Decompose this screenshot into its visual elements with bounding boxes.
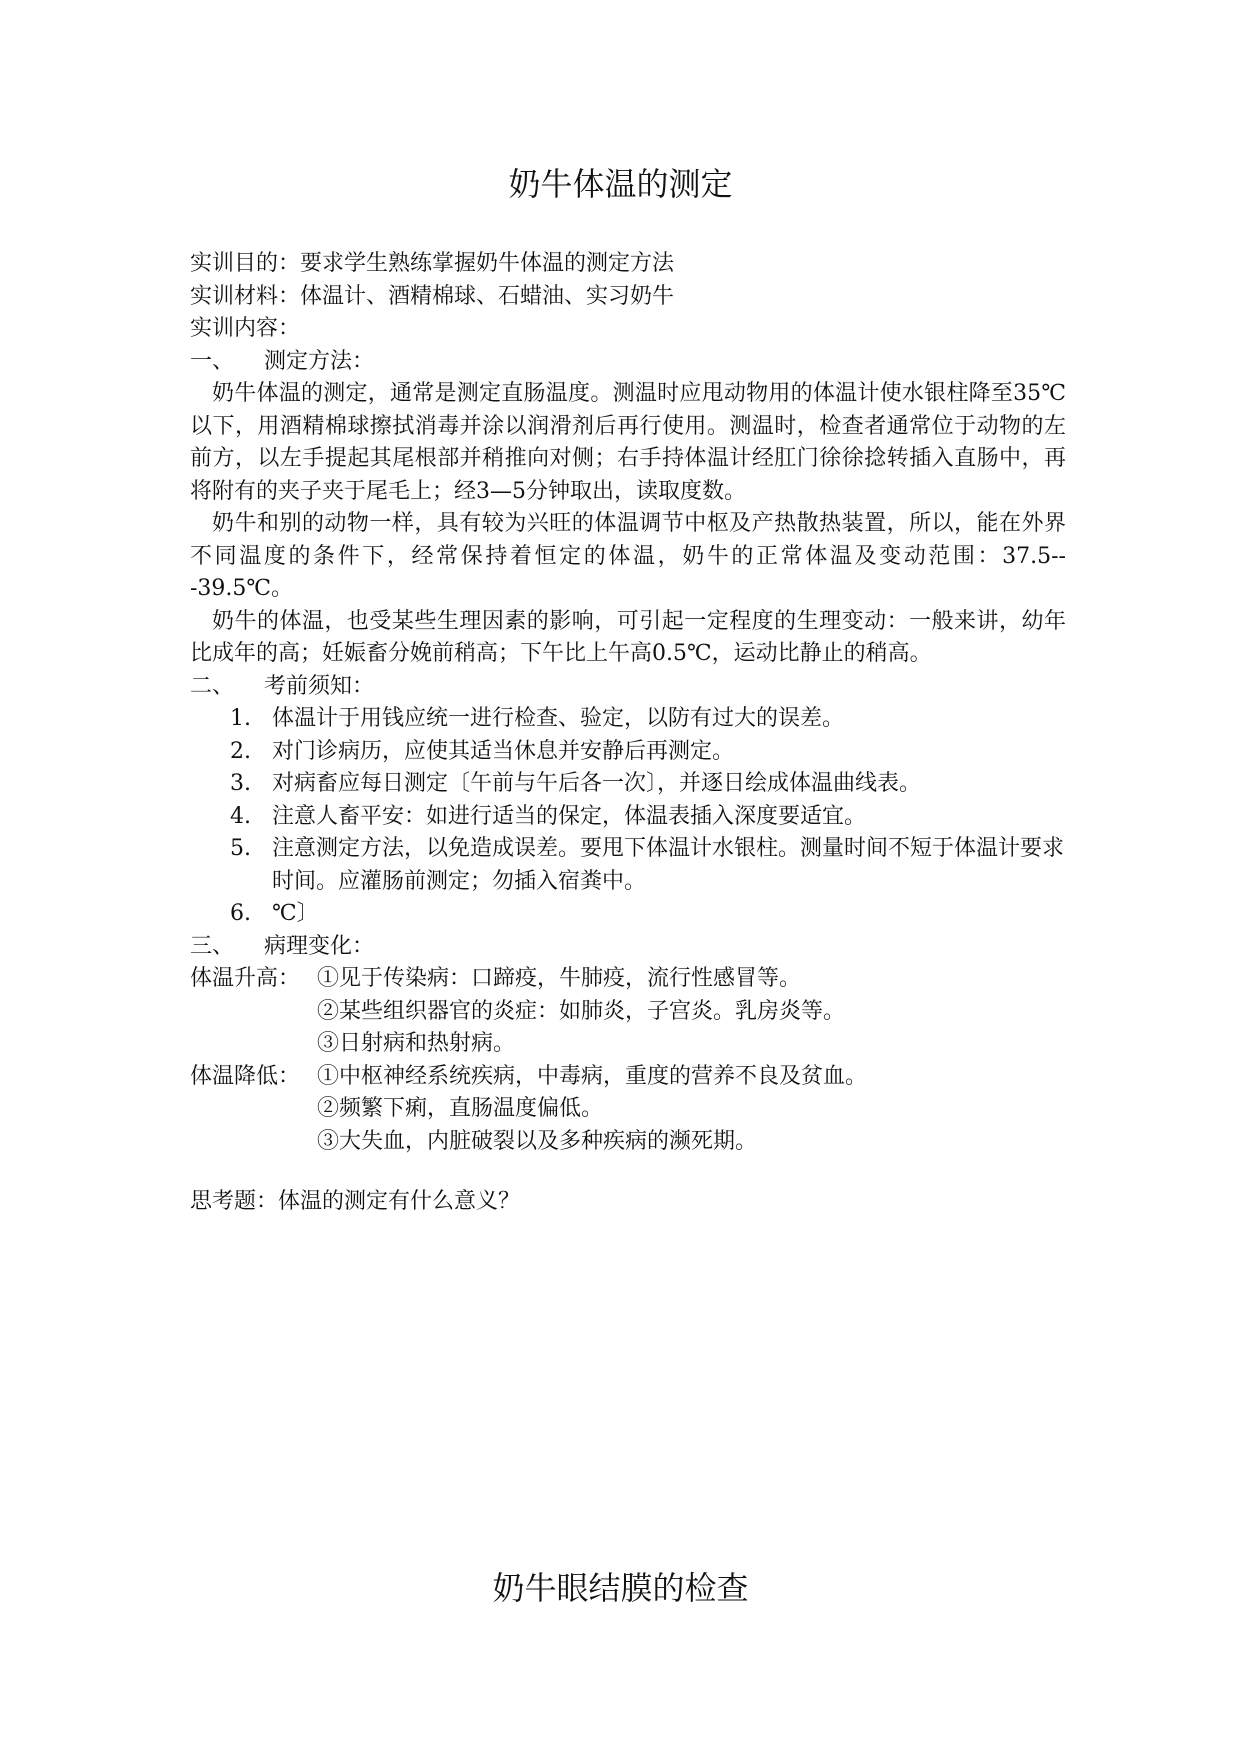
rise-label: 体温升高： (190, 966, 301, 991)
list-item (190, 801, 1066, 834)
list-number: 5. (230, 836, 251, 861)
spacer (190, 1158, 1066, 1186)
list-number: 2. (230, 738, 251, 764)
paragraph: 奶牛体温的测定，通常是测定直肠温度。测温时应甩动物用的体温计使水银柱降至35℃以下，用酒精棉球擦拭消毒并涂以润滑剂后再行使用。测温时，检查者通常位于动物的左前方，以左手提起其尾根部并稍推向对侧；右手持体温计经肛门徐徐捻转插入直肠中，再将附有的夹子夹于尾毛上；经3—5分钟取出，读取度数。 (190, 381, 1066, 504)
materials-line: 实训材料：体温计、酒精棉球、石蜡油、实习奶牛 (190, 283, 675, 309)
list-text: 对病畜应每日测定〔午前与午后各一次〕，并逐日绘成体温曲线表。 (272, 771, 922, 796)
section-title: 考前须知： (264, 673, 375, 699)
next-section-title: 奶牛眼结膜的检查 (492, 1569, 749, 1607)
rise-item: ②某些组织器官的炎症：如肺炎，子宫炎。乳房炎等。 (317, 998, 846, 1024)
temperature-fall-block (190, 1061, 1066, 1159)
section-number: 一、 (190, 348, 235, 374)
temperature-rise-block (190, 963, 1066, 1061)
list-text: ℃〕 (272, 901, 319, 926)
question-line: 思考题：体温的测定有什么意义？ (190, 1189, 521, 1214)
section-heading-2 (190, 671, 1066, 704)
list-item (190, 898, 1066, 931)
list-number: 1. (230, 706, 251, 731)
fall-items (317, 1061, 1066, 1159)
document-body (190, 248, 1066, 1219)
list-text: 注意测定方法，以免造成误差。要甩下体温计水银柱。测量时间不短于体温计要求时间。应灌肠前测定；勿插入宿粪中。 (272, 836, 1065, 894)
content-label: 实训内容： (190, 316, 301, 341)
rise-items (317, 963, 1066, 1061)
list-text: 对门诊病历，应使其适当休息并安静后再测定。 (272, 738, 735, 764)
list-number: 6. (230, 901, 251, 926)
section-heading-1 (190, 346, 1066, 379)
list-text: 注意人畜平安：如进行适当的保定，体温表插入深度要适宜。 (272, 803, 867, 829)
purpose-line: 实训目的：要求学生熟练掌握奶牛体温的测定方法 (190, 251, 675, 276)
fall-label: 体温降低： (190, 1063, 301, 1089)
list-item (190, 833, 1066, 898)
fall-item: ③大失血，内脏破裂以及多种疾病的濒死期。 (317, 1128, 758, 1154)
paragraph: 奶牛和别的动物一样，具有较为兴旺的体温调节中枢及产热散热装置，所以，能在外界不同温度的条件下，经常保持着恒定的体温，奶牛的正常体温及变动范围：37.5---39.5℃。 (190, 511, 1066, 601)
page-title: 奶牛体温的测定 (508, 165, 733, 203)
paragraph: 奶牛的体温，也受某些生理因素的影响，可引起一定程度的生理变动：一般来讲，幼年比成年的高；妊娠畜分娩前稍高；下午比上午高0.5℃，运动比静止的稍高。 (190, 608, 1066, 666)
rise-item: ①见于传染病：口蹄疫，牛肺疫，流行性感冒等。 (317, 966, 802, 991)
list-item (190, 703, 1066, 736)
rise-item: ③日射病和热射病。 (317, 1031, 516, 1056)
list-item (190, 736, 1066, 769)
section-number: 二、 (190, 673, 235, 699)
list-item (190, 768, 1066, 801)
section-title: 病理变化： (264, 933, 375, 959)
section-number: 三、 (190, 933, 235, 959)
section-title: 测定方法： (264, 348, 375, 374)
list-number: 4. (230, 803, 251, 829)
fall-item: ②频繁下痢，直肠温度偏低。 (317, 1096, 604, 1121)
section-heading-3 (190, 931, 1066, 964)
list-number: 3. (230, 771, 251, 796)
list-text: 体温计于用钱应统一进行检查、验定，以防有过大的误差。 (272, 706, 845, 731)
fall-item: ①中枢神经系统疾病，中毒病，重度的营养不良及贫血。 (317, 1063, 868, 1089)
